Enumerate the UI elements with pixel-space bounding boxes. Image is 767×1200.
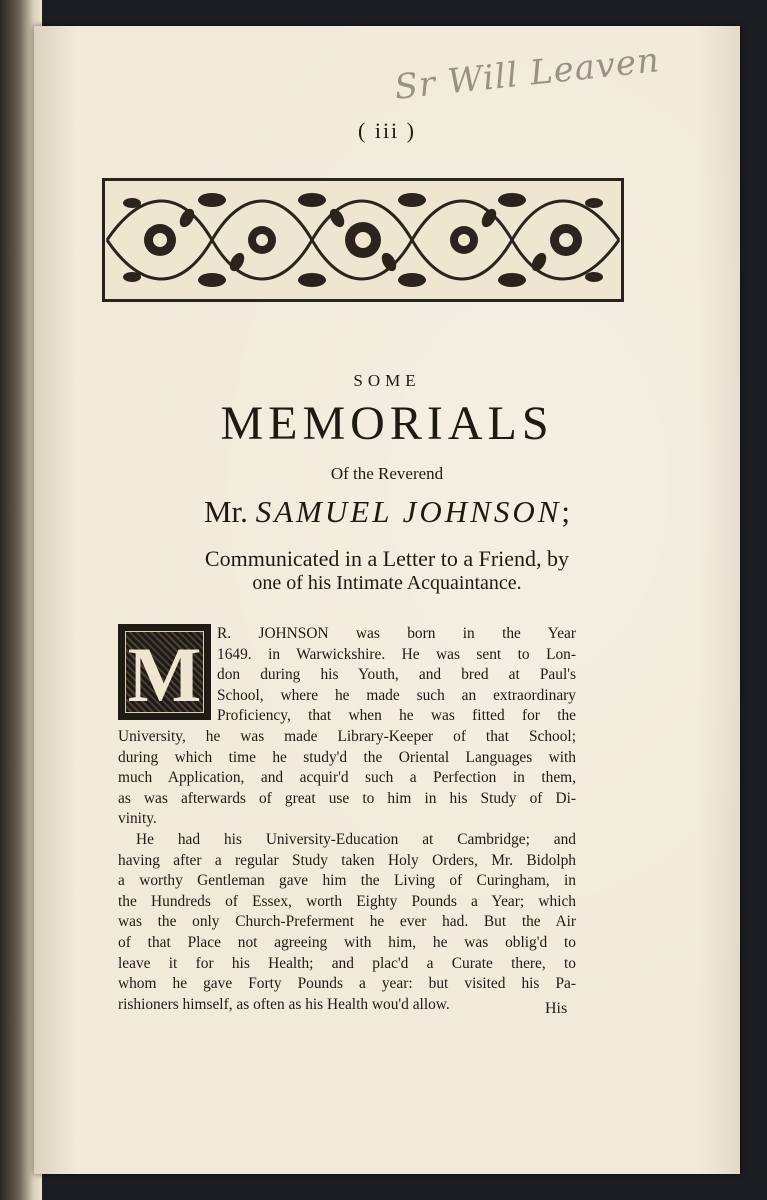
name-punctuation: ;	[561, 494, 571, 529]
subtitle-line-2: one of his Intimate Acquaintance.	[252, 572, 522, 594]
book-page	[34, 26, 740, 1174]
handwritten-signature: Sr Will Leaven	[392, 40, 662, 108]
text-line: 1649. in Warwickshire. He was sent to Lon-	[217, 645, 576, 663]
heading-name	[34, 494, 740, 530]
subtitle-line-1: Communicated in a Letter to a Friend, by	[204, 546, 570, 571]
text-line: School, where he made such an extraordinary	[217, 686, 576, 704]
text-line: leave it for his Health; and plac'd a Curate there, to	[118, 954, 576, 972]
text-line: much Application, and acquir'd such a Perfection in them,	[118, 769, 576, 787]
text-line: rishioners himself, as often as his Health wou'd allow.	[118, 995, 450, 1013]
text-line: of that Place not agreeing with him, he was oblig'd to	[118, 933, 576, 951]
text-line: Proficiency, that when he was fitted for the	[217, 707, 576, 725]
catchword: His	[545, 1000, 568, 1017]
heading-some: SOME	[353, 371, 421, 390]
text-line: R. JOHNSON was born in the Year	[217, 625, 576, 642]
drop-cap-letter: M	[127, 631, 202, 718]
text-line: whom he gave Forty Pounds a year: but visited his Pa-	[118, 975, 576, 993]
text-line: He had his University-Education at Cambridge; and	[136, 830, 576, 848]
text-line: having after a regular Study taken Holy Orders, Mr. Bidolph	[118, 851, 576, 869]
page-number: ( iii )	[358, 118, 416, 143]
floral-ornament-headpiece	[102, 178, 624, 302]
text-line: University, he was made Library-Keeper of that School;	[118, 727, 576, 745]
text-line: during which time he study'd the Oriental Languages with	[118, 748, 576, 766]
text-line: was the only Church-Preferment he ever had. But the Air	[118, 913, 576, 931]
heading-of-the-reverend: Of the Reverend	[330, 464, 444, 483]
text-line: a worthy Gentleman gave him the Living of Curingham, in	[118, 872, 576, 890]
body-text	[118, 624, 576, 1015]
heading-memorials: MEMORIALS	[220, 397, 554, 450]
name-text: SAMUEL JOHNSON	[255, 494, 562, 529]
text-line: the Hundreds of Essex, worth Eighty Pounds a Year; which	[118, 892, 576, 910]
name-title: Mr.	[203, 494, 248, 529]
text-line: don during his Youth, and bred at Paul's	[217, 666, 576, 684]
text-line: as was afterwards of great use to him in his Study of Di-	[118, 789, 576, 807]
text-line: vinity.	[118, 810, 157, 828]
